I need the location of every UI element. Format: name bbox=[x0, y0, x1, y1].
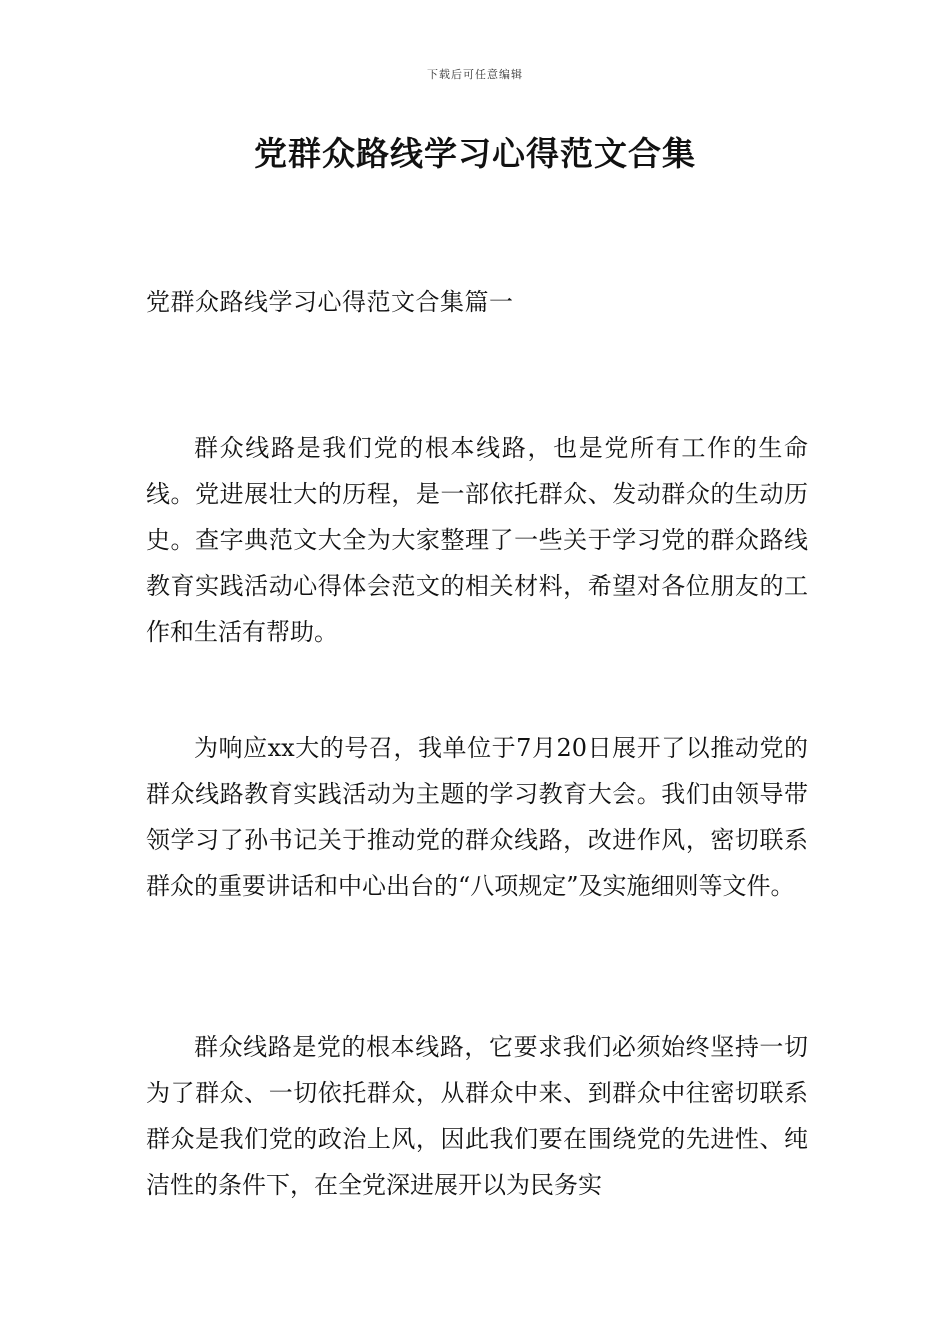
body-paragraph-1: 群众线路是我们党的根本线路，也是党所有工作的生命线。党进展壮大的历程，是一部依托群众、发动群众的生动历史。查字典范文大全为大家整理了一些关于学习党的群众路线教育实践活动心得体会范文的相关材料，希望对各位朋友的工作和生活有帮助。 bbox=[146, 434, 808, 646]
body-paragraph-2: 为响应xx大的号召，我单位于7月20日展开了以推动党的群众线路教育实践活动为主题的学习教育大会。我们由领导带领学习了孙书记关于推动党的群众线路，改进作风，密切联系群众的重要讲话和中心出台的“八项规定”及实施细则等文件。 bbox=[146, 734, 808, 900]
body-paragraph-3: 群众线路是党的根本线路，它要求我们必须始终坚持一切为了群众、一切依托群众，从群众中来、到群众中往密切联系群众是我们党的政治上风，因此我们要在围绕党的先进性、纯洁性的条件下，在全党深进展开以为民务实 bbox=[146, 1033, 808, 1199]
page-header-note: 下载后可任意编辑 bbox=[427, 68, 523, 81]
document-title: 党群众路线学习心得范文合集 bbox=[254, 134, 696, 173]
section-heading: 党群众路线学习心得范文合集篇一 bbox=[146, 288, 514, 316]
